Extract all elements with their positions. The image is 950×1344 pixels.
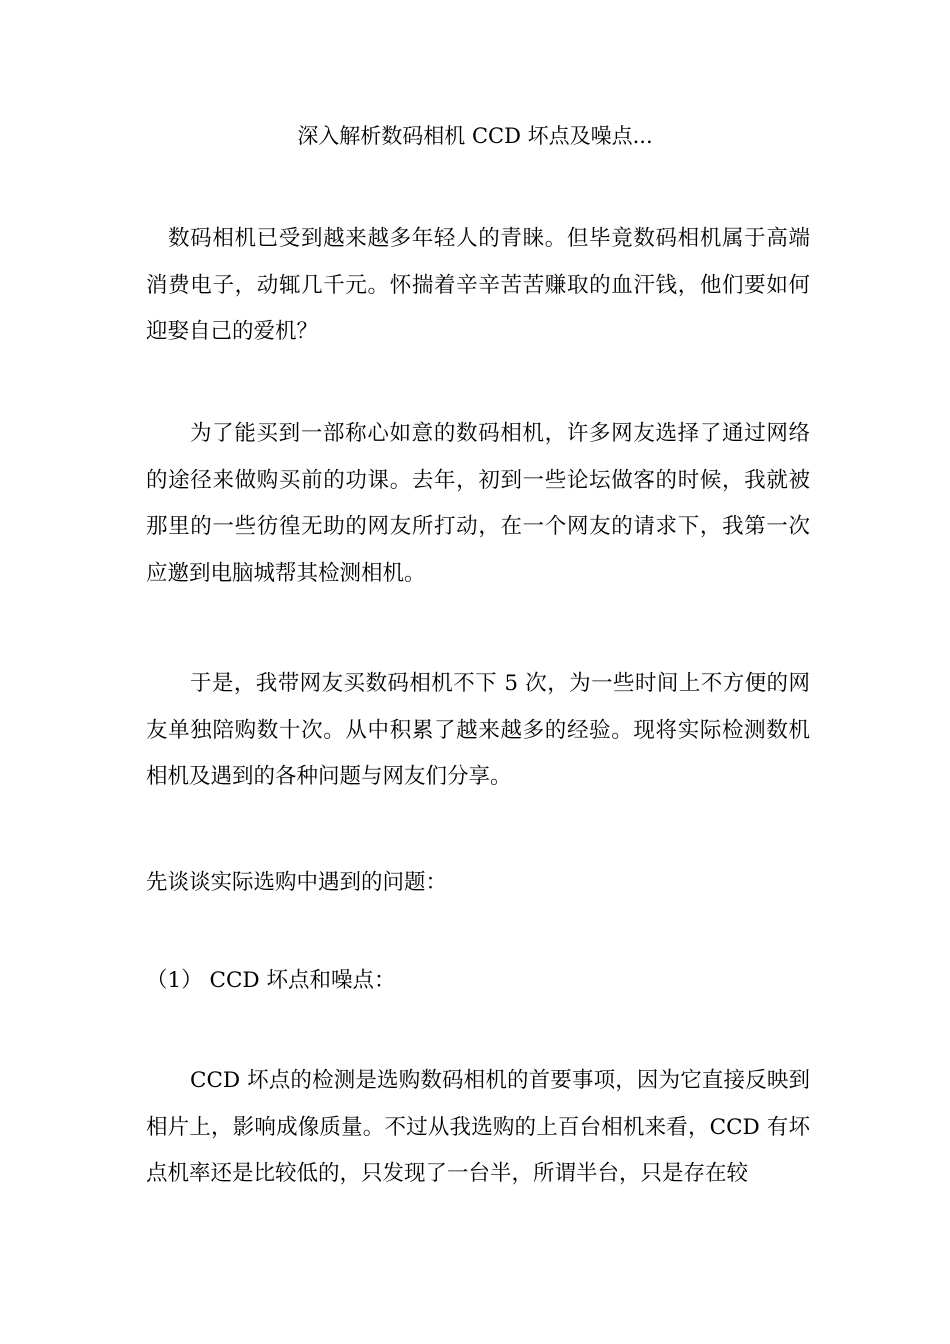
paragraph-section-lead: 先谈谈实际选购中遇到的问题：	[146, 870, 448, 895]
paragraph-experience: 于是，我带网友买数码相机不下 5 次，为一些时间上不方便的网友单独陪购数十次。从中积累了越来越多的经验。现将实际检测数机相机及遇到的各种问题与网友们分享。	[146, 671, 810, 789]
paragraph-intro: 数码相机已受到越来越多年轻人的青睐。但毕竟数码相机属于高端消费电子，动辄几千元。怀揣着辛辛苦苦赚取的血汗钱，他们要如何迎娶自己的爱机？	[146, 226, 810, 344]
section-heading-ccd: （1） CCD 坏点和噪点：	[146, 968, 396, 993]
document-title: 深入解析数码相机 CCD 坏点及噪点...	[297, 124, 653, 148]
paragraph-background: 为了能买到一部称心如意的数码相机，许多网友选择了通过网络的途径来做购买前的功课。去年，初到一些论坛做客的时候，我就被那里的一些彷徨无助的网友所打动，在一个网友的请求下，我第一次应邀到电脑城帮其检测相机。	[146, 421, 810, 586]
paragraph-ccd-dead-pixels: CCD 坏点的检测是选购数码相机的首要事项，因为它直接反映到相片上，影响成像质量。不过从我选购的上百台相机来看，CCD 有坏点机率还是比较低的，只发现了一台半，所谓半台，只是存在较	[146, 1068, 810, 1186]
